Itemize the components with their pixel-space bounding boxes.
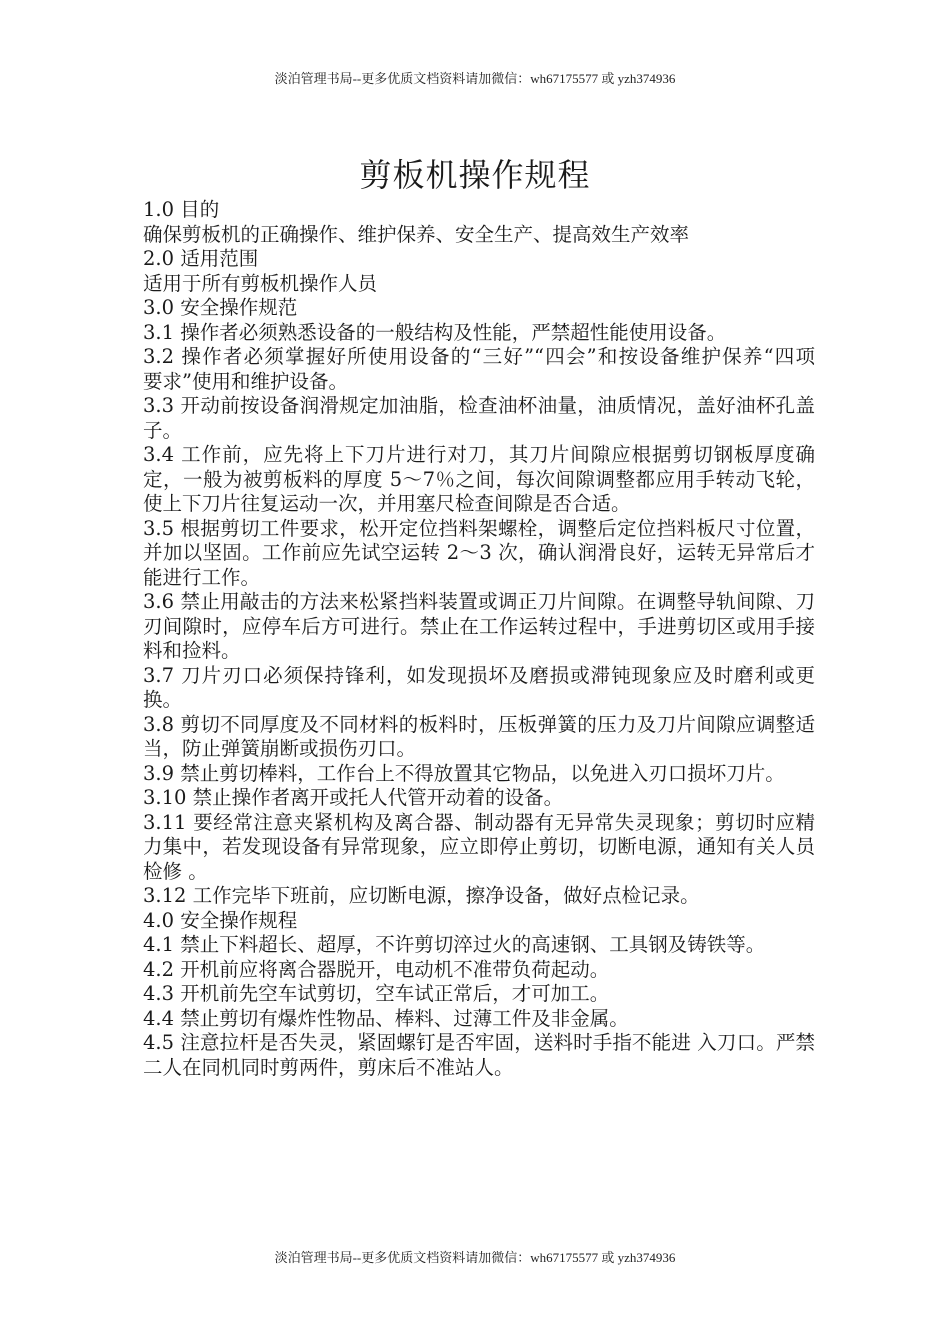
paragraph-3-0-heading: 3.0 安全操作规范 xyxy=(143,296,298,319)
paragraph-1-0-heading: 1.0 目的 xyxy=(143,198,220,221)
paragraph-3-5: 3.5 根据剪切工件要求，松开定位挡料架螺栓，调整后定位挡料板尺寸位置，并加以坚固。工作前应先试空运转 2～3 次，确认润滑良好，运转无异常后才能进行工作。 xyxy=(143,516,815,589)
paragraph-3-12: 3.12 工作完毕下班前，应切断电源，擦净设备，做好点检记录。 xyxy=(143,884,700,907)
paragraph-4-4: 4.4 禁止剪切有爆炸性物品、棒料、过薄工件及非金属。 xyxy=(143,1006,629,1030)
paragraph-3-11: 3.11 要经常注意夹紧机构及离合器、制动器有无异常失灵现象；剪切时应精力集中，若发现设备有异常现象，应立即停止剪切，切断电源，通知有关人员检修 。 xyxy=(143,810,815,883)
paragraph-3-7: 3.7 刀片刃口必须保持锋利，如发现损坏及磨损或滞钝现象应及时磨利或更换。 xyxy=(143,663,815,711)
paragraph-4-1: 4.1 禁止下料超长、超厚，不许剪切淬过火的高速钢、工具钢及铸铁等。 xyxy=(143,933,766,956)
paragraph-3-10: 3.10 禁止操作者离开或托人代管开动着的设备。 xyxy=(143,786,564,809)
page-footer: 淡泊管理书局--更多优质文档资料请加微信：wh67175577 或 yzh374936 xyxy=(274,1250,676,1265)
paragraph-purpose: 确保剪板机的正确操作、维护保养、安全生产、提高效生产效率 xyxy=(143,222,690,246)
paragraph-3-1: 3.1 操作者必须熟悉设备的一般结构及性能，严禁超性能使用设备。 xyxy=(143,320,727,344)
paragraph-3-8: 3.8 剪切不同厚度及不同材料的板料时，压板弹簧的压力及刀片间隙应调整适当，防止弹簧崩断或损伤刃口。 xyxy=(143,712,815,760)
paragraph-3-3: 3.3 开动前按设备润滑规定加油脂，检查油杯油量，油质情况，盖好油杯孔盖子。 xyxy=(143,394,815,442)
paragraph-2-0-heading: 2.0 适用范围 xyxy=(143,247,259,270)
paragraph-4-2: 4.2 开机前应将离合器脱开，电动机不准带负荷起动。 xyxy=(143,957,610,981)
paragraph-4-3: 4.3 开机前先空车试剪切，空车试正常后，才可加工。 xyxy=(143,982,610,1005)
page-header: 淡泊管理书局--更多优质文档资料请加微信：wh67175577 或 yzh374936 xyxy=(274,71,676,86)
paragraph-3-2: 3.2 操作者必须掌握好所使用设备的“三好”“四会”和按设备维护保养“四项 要求”使用和维护设备。 xyxy=(143,345,835,393)
paragraph-4-5: 4.5 注意拉杆是否失灵，紧固螺钉是否牢固，送料时手指不能进 入刀口。严禁二人在同机同时剪两件，剪床后不准站人。 xyxy=(143,1031,815,1079)
paragraph-scope: 适用于所有剪板机操作人员 xyxy=(143,271,378,295)
paragraph-3-9: 3.9 禁止剪切棒料，工作台上不得放置其它物品，以免进入刃口损坏刀片。 xyxy=(143,761,785,785)
paragraph-3-4: 3.4 工作前，应先将上下刀片进行对刀，其刀片间隙应根据剪切钢板厚度确定，一般为被剪板料的厚度 5～7％之间，每次间隙调整都应用手转动飞轮，使上下刀片往复运动一次，并用塞尺检查间隙是否合适。 xyxy=(143,443,815,515)
paragraph-3-6: 3.6 禁止用敲击的方法来松紧挡料装置或调正刀片间隙。在调整导轨间隙、刀刃间隙时，应停车后方可进行。禁止在工作运转过程中，手进剪切区或用手接料和捡料。 xyxy=(143,590,815,662)
document-body xyxy=(143,198,835,1080)
paragraph-4-0-heading: 4.0 安全操作规程 xyxy=(143,908,298,932)
document-title: 剪板机操作规程 xyxy=(359,156,591,194)
